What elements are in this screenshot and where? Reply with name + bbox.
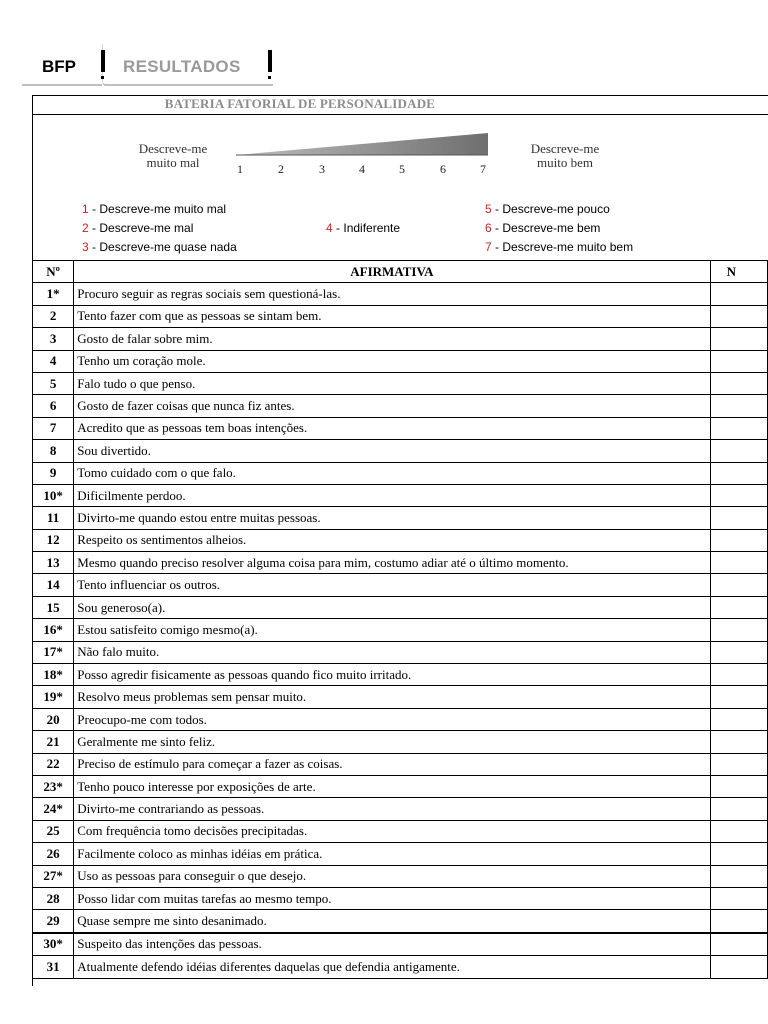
row-answer-cell[interactable] [710,820,767,842]
row-number: 6 [33,395,74,417]
row-statement: Facilmente coloco as minhas idéias em prática. [74,843,710,865]
row-number: 31 [33,956,74,978]
row-number: 4 [33,350,74,372]
row-answer-cell[interactable] [710,328,767,350]
row-statement: Gosto de falar sobre mim. [74,328,710,350]
scale-number-7: 7 [480,162,486,176]
row-statement: Divirto-me quando estou entre muitas pessoas. [74,507,710,529]
legend-item [82,240,237,254]
row-number: 7 [33,417,74,439]
scale-number-6: 6 [440,162,446,176]
row-statement: Sou generoso(a). [74,596,710,618]
table-row [33,574,768,596]
scale-left-line1: Descreve-me [138,141,208,156]
row-answer-cell[interactable] [710,664,767,686]
tab-bfp[interactable] [22,44,102,86]
table-row [33,956,768,978]
row-statement: Atualmente defendo idéias diferentes daquelas que defendia antigamente. [74,956,710,978]
row-statement: Sou divertido. [74,440,710,462]
scale-right-label [510,142,620,170]
table-row [33,529,768,551]
header-extra [710,261,767,283]
tab-divider [268,50,272,72]
legend-number: 6 [485,221,492,235]
row-answer-cell[interactable] [710,843,767,865]
legend-item [485,202,610,216]
row-statement: Falo tudo o que penso. [74,372,710,394]
row-answer-cell[interactable] [710,641,767,663]
row-answer-cell[interactable] [710,552,767,574]
legend-number: 7 [485,240,492,254]
divider [32,114,768,115]
row-answer-cell[interactable] [710,372,767,394]
row-answer-cell[interactable] [710,753,767,775]
row-answer-cell[interactable] [710,462,767,484]
table-row [33,664,768,686]
legend-text: - Descreve-me pouco [495,202,610,216]
table-row [33,753,768,775]
row-answer-cell[interactable] [710,887,767,909]
row-statement: Tenho pouco interesse por exposições de arte. [74,775,710,797]
row-statement: Preocupo-me com todos. [74,708,710,730]
row-statement: Tomo cuidado com o que falo. [74,462,710,484]
table-row [33,372,768,394]
legend-number: 5 [485,202,492,216]
row-answer-cell[interactable] [710,731,767,753]
row-answer-cell[interactable] [710,686,767,708]
row-number: 10* [33,484,74,506]
row-number: 20 [33,708,74,730]
row-answer-cell[interactable] [710,350,767,372]
table-row [33,843,768,865]
row-statement: Dificilmente perdoo. [74,484,710,506]
legend-number: 4 [326,221,333,235]
row-answer-cell[interactable] [710,775,767,797]
row-statement: Respeito os sentimentos alheios. [74,529,710,551]
row-number: 25 [33,820,74,842]
row-answer-cell[interactable] [710,619,767,641]
table-row [33,328,768,350]
row-statement: Resolvo meus problemas sem pensar muito. [74,686,710,708]
row-statement: Divirto-me contrariando as pessoas. [74,798,710,820]
row-statement: Geralmente me sinto feliz. [74,731,710,753]
row-number: 12 [33,529,74,551]
row-number: 13 [33,552,74,574]
scale-number-3: 3 [319,162,325,176]
statements-table [32,260,768,979]
scale-right-line2: muito bem [537,155,593,170]
row-number: 1* [33,283,74,305]
table-row [33,552,768,574]
table-row [33,462,768,484]
row-answer-cell[interactable] [710,440,767,462]
row-number: 3 [33,328,74,350]
tab-divider-dot [101,76,104,79]
table-body [33,283,768,978]
table-row [33,798,768,820]
row-statement: Com frequência tomo decisões precipitadas. [74,820,710,842]
row-statement: Posso lidar com muitas tarefas ao mesmo tempo. [74,887,710,909]
row-statement: Quase sempre me sinto desanimado. [74,910,710,933]
row-answer-cell[interactable] [710,283,767,305]
row-number: 23* [33,775,74,797]
legend-item [82,202,226,216]
row-number: 22 [33,753,74,775]
row-statement: Tento fazer com que as pessoas se sintam bem. [74,305,710,327]
row-number: 8 [33,440,74,462]
row-answer-cell[interactable] [710,417,767,439]
scale-wedge [236,133,492,157]
tab-bfp-label: BFP [42,57,76,76]
row-number: 11 [33,507,74,529]
table-row [33,484,768,506]
scale-left-label [118,142,228,170]
row-statement: Tento influenciar os outros. [74,574,710,596]
row-number: 21 [33,731,74,753]
tab-divider [101,50,105,72]
table-row [33,596,768,618]
legend-number: 1 [82,202,89,216]
row-number: 15 [33,596,74,618]
row-number: 24* [33,798,74,820]
row-number: 28 [33,887,74,909]
table-row [33,507,768,529]
table-row [33,417,768,439]
row-number: 5 [33,372,74,394]
tab-resultados-label: RESULTADOS [123,57,241,76]
row-answer-cell[interactable] [710,798,767,820]
tab-divider-dot [268,76,271,79]
table-row [33,619,768,641]
legend-text: - Descreve-me mal [92,221,194,235]
legend-text: - Descreve-me muito bem [495,240,634,254]
row-statement: Preciso de estímulo para começar a fazer as coisas. [74,753,710,775]
table-row [33,910,768,933]
header-number: Nº [33,261,74,283]
row-statement: Uso as pessoas para conseguir o que desejo. [74,865,710,887]
scale-number-1: 1 [237,162,243,176]
tab-bar [22,44,282,88]
row-answer-cell[interactable] [710,910,767,933]
legend-number: 3 [82,240,89,254]
row-statement: Mesmo quando preciso resolver alguma coisa para mim, costumo adiar até o último momento. [74,552,710,574]
row-answer-cell[interactable] [710,596,767,618]
row-statement: Gosto de fazer coisas que nunca fiz antes. [74,395,710,417]
row-answer-cell[interactable] [710,865,767,887]
table-row [33,865,768,887]
row-number: 16* [33,619,74,641]
table-header-row [33,261,768,283]
table-row [33,305,768,327]
row-number: 30* [33,933,74,956]
legend-text: - Descreve-me muito mal [92,202,227,216]
row-number: 26 [33,843,74,865]
document-title: BATERIA FATORIAL DE PERSONALIDADE [164,96,436,111]
scale-number-2: 2 [278,162,284,176]
table-row [33,641,768,663]
table-row [33,708,768,730]
table-row [33,440,768,462]
row-statement: Posso agredir fisicamente as pessoas quando fico muito irritado. [74,664,710,686]
row-answer-cell[interactable] [710,956,767,978]
scale-number-5: 5 [399,162,405,176]
table-row [33,395,768,417]
table-row [33,283,768,305]
row-answer-cell[interactable] [710,574,767,596]
scale-right-line1: Descreve-me [530,141,600,156]
legend-item [326,221,400,235]
table-row [33,820,768,842]
table-row [33,775,768,797]
row-number: 2 [33,305,74,327]
table-row [33,686,768,708]
row-statement: Acredito que as pessoas tem boas intenções. [74,417,710,439]
table-row [33,731,768,753]
tab-resultados[interactable] [102,44,273,86]
table-row [33,887,768,909]
legend-item [82,221,193,235]
header-statement: AFIRMATIVA [74,261,710,283]
legend-number: 2 [82,221,89,235]
row-statement: Estou satisfeito comigo mesmo(a). [74,619,710,641]
row-answer-cell[interactable] [710,933,767,956]
legend-item [485,240,633,254]
row-number: 9 [33,462,74,484]
table-row [33,350,768,372]
row-statement: Não falo muito. [74,641,710,663]
row-number: 27* [33,865,74,887]
table-row [33,933,768,956]
row-answer-cell[interactable] [710,305,767,327]
row-number: 18* [33,664,74,686]
row-answer-cell[interactable] [710,395,767,417]
row-statement: Tenho um coração mole. [74,350,710,372]
row-statement: Procuro seguir as regras sociais sem questioná-las. [74,283,710,305]
row-number: 17* [33,641,74,663]
legend-text: - Indiferente [336,221,401,235]
row-answer-cell[interactable] [710,484,767,506]
row-answer-cell[interactable] [710,507,767,529]
row-statement: Suspeito das intenções das pessoas. [74,933,710,956]
legend-text: - Descreve-me bem [495,221,601,235]
row-number: 29 [33,910,74,933]
header-extra-label: N [726,263,736,279]
row-answer-cell[interactable] [710,529,767,551]
legend-text: - Descreve-me quase nada [92,240,237,254]
row-number: 14 [33,574,74,596]
row-answer-cell[interactable] [710,708,767,730]
row-number: 19* [33,686,74,708]
scale-number-4: 4 [359,162,365,176]
legend-item [485,221,600,235]
scale-left-line2: muito mal [146,155,200,170]
